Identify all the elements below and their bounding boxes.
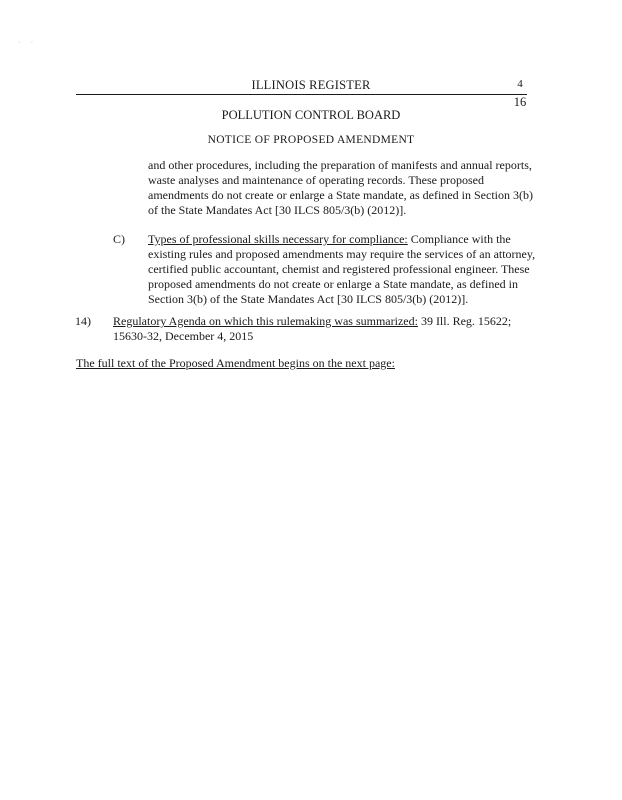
item-14-text: 39 Ill. Reg. 15622; 15630-32, December 4, 2015 [113, 314, 512, 343]
notice-heading: NOTICE OF PROPOSED AMENDMENT [207, 134, 415, 146]
item-14-body [113, 314, 533, 344]
scan-artifact: · · [18, 38, 38, 47]
item-c-heading: Types of professional skills necessary for compliance: [148, 232, 408, 246]
register-title: ILLINOIS REGISTER [251, 78, 371, 92]
item-c-body [148, 232, 540, 307]
item-c-label: C) [113, 232, 125, 246]
continued-paragraph: and other procedures, including the preparation of manifests and annual reports, waste analyses and maintenance of operating records. These proposed amendments do not create or enlarge a State mandate, as defined in Section 3(b) of the State Mandates Act [30 ILCS 805/3(b) (2012)]. [148, 158, 533, 217]
item-14-heading: Regulatory Agenda on which this rulemaking was summarized: [113, 314, 418, 328]
item-c-text: Compliance with the existing rules and proposed amendments may require the services of an attorney, certified public accountant, chemist and registered professional engineer. These proposed amendments do not create or enlarge a State mandate, as defined in Section 3(b) of the State Mandates Act [30 ILCS 805/3(b) (2012)]. [148, 232, 536, 306]
item-14-label: 14) [75, 314, 91, 328]
header-rule [76, 94, 527, 95]
full-text-notice: The full text of the Proposed Amendment begins on the next page: [76, 356, 395, 370]
register-year: 16 [513, 95, 527, 109]
page-number: 4 [517, 78, 523, 90]
agency-name: POLLUTION CONTROL BOARD [221, 108, 401, 122]
